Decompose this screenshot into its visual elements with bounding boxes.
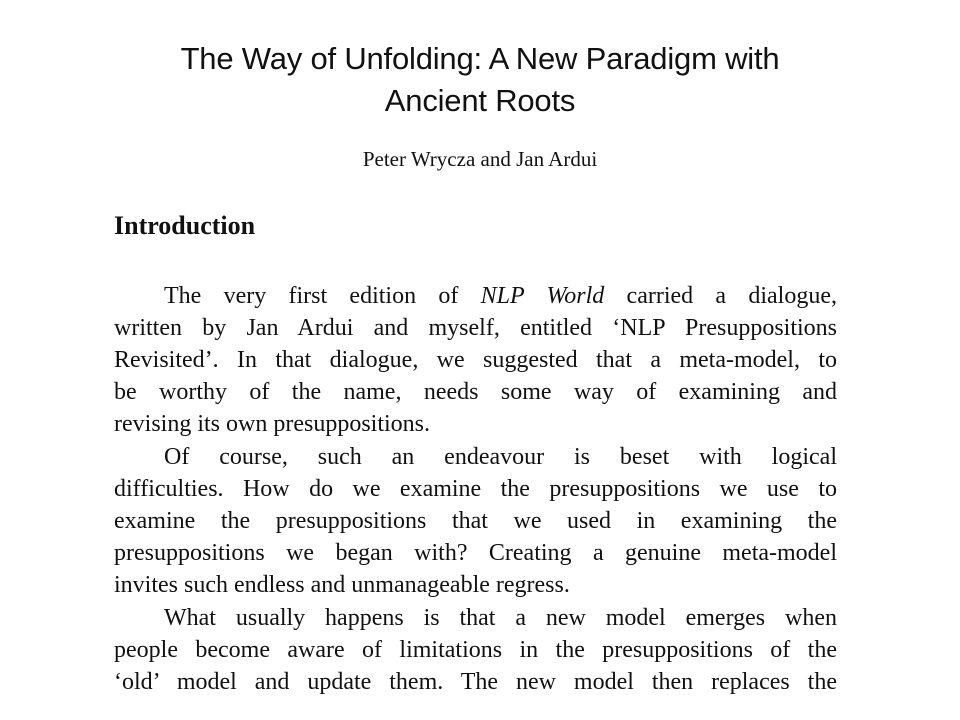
text-line: be worthy of the name, needs some way of examining and: [114, 379, 837, 405]
paragraph: [114, 441, 837, 601]
text-line: people become aware of limitations in the presuppositions of the: [114, 637, 837, 663]
text-line: Of course, such an endeavour is beset with logical: [164, 444, 837, 470]
document-title-line: Ancient Roots: [384, 83, 576, 118]
text-span: The very first edition of: [164, 283, 481, 309]
text-line: examine the presuppositions that we used in examining the: [114, 508, 837, 534]
document-title-line: The Way of Unfolding: A New Paradigm with: [180, 41, 780, 76]
document-title: [100, 38, 860, 122]
section-heading: Introduction: [114, 211, 256, 240]
text-line: [114, 280, 837, 312]
journal-name: NLP World: [480, 283, 605, 309]
text-line: invites such endless and unmanageable regress.: [114, 572, 570, 598]
text-line: Revisited’. In that dialogue, we suggested that a meta-model, to: [114, 347, 837, 373]
text-line: What usually happens is that a new model emerges when: [164, 605, 837, 631]
body-text: [114, 280, 837, 698]
text-line: ‘old’ model and update them. The new model then replaces the: [114, 669, 837, 695]
document-authors: Peter Wrycza and Jan Ardui: [362, 147, 598, 171]
text-line: revising its own presuppositions.: [114, 411, 430, 437]
paragraph: [114, 602, 837, 698]
paragraph: [114, 280, 837, 440]
text-line: difficulties. How do we examine the presuppositions we use to: [114, 476, 837, 502]
text-line: written by Jan Ardui and myself, entitled ‘NLP Presuppositions: [114, 315, 837, 341]
text-span: carried a dialogue,: [604, 283, 837, 309]
text-line: presuppositions we began with? Creating a genuine meta-model: [114, 540, 837, 566]
